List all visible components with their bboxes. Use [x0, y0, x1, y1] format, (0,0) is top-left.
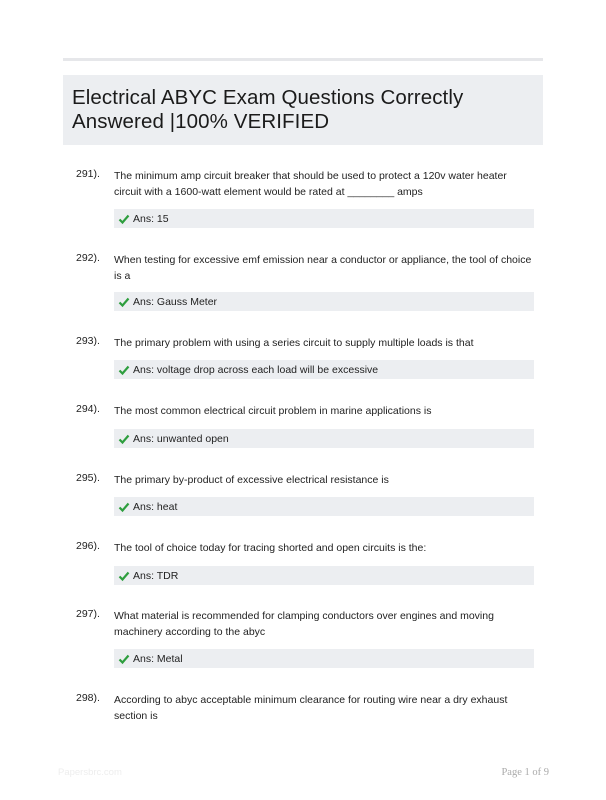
- question-text: The tool of choice today for tracing shorted and open circuits is the:: [114, 542, 427, 554]
- answer-text: Ans: heat: [133, 500, 178, 513]
- question-text: The primary problem with using a series circuit to supply multiple loads is that: [114, 337, 474, 349]
- answer-box: [114, 497, 534, 516]
- answer-box: [114, 360, 534, 379]
- page-indicator: Page 1 of 9: [501, 767, 549, 778]
- answer-text: Ans: Gauss Meter: [133, 295, 218, 308]
- answer-text: Ans: 15: [133, 212, 169, 225]
- check-icon: [118, 501, 130, 513]
- check-icon: [118, 570, 130, 582]
- question-number: 291).: [76, 168, 100, 180]
- answer-text: Ans: TDR: [133, 569, 179, 582]
- question-text: What material is recommended for clamping conductors over engines and moving machinery according to the abyc: [114, 610, 494, 638]
- question-text: The primary by-product of excessive electrical resistance is: [114, 474, 389, 486]
- answer-text: Ans: voltage drop across each load will be excessive: [133, 363, 379, 376]
- document-title: Electrical ABYC Exam Questions Correctly Answered |100% VERIFIED: [72, 86, 464, 133]
- question-number: 294).: [76, 403, 100, 415]
- footer-watermark: Papersbrc.com: [58, 767, 122, 778]
- answer-box: [114, 566, 534, 585]
- question-text: According to abyc acceptable minimum clearance for routing wire near a dry exhaust section is: [114, 694, 508, 722]
- question-number: 298).: [76, 692, 100, 704]
- question-number: 296).: [76, 540, 100, 552]
- answer-box: [114, 429, 534, 448]
- answer-text: Ans: unwanted open: [133, 432, 229, 445]
- check-icon: [118, 364, 130, 376]
- question-number: 297).: [76, 608, 100, 620]
- answer-text: Ans: Metal: [133, 652, 183, 665]
- question-text: When testing for excessive emf emission near a conductor or appliance, the tool of choice is a: [114, 254, 532, 282]
- check-icon: [118, 653, 130, 665]
- question-text: The most common electrical circuit problem in marine applications is: [114, 405, 432, 417]
- question-text: The minimum amp circuit breaker that should be used to protect a 120v water heater circuit with a 1600-watt element would be rated at ________ amps: [114, 170, 507, 198]
- answer-box: [114, 649, 534, 668]
- check-icon: [118, 296, 130, 308]
- answer-box: [114, 292, 534, 311]
- answer-box: [114, 209, 534, 228]
- check-icon: [118, 213, 130, 225]
- question-number: 293).: [76, 335, 100, 347]
- question-number: 292).: [76, 252, 100, 264]
- question-number: 295).: [76, 472, 100, 484]
- check-icon: [118, 433, 130, 445]
